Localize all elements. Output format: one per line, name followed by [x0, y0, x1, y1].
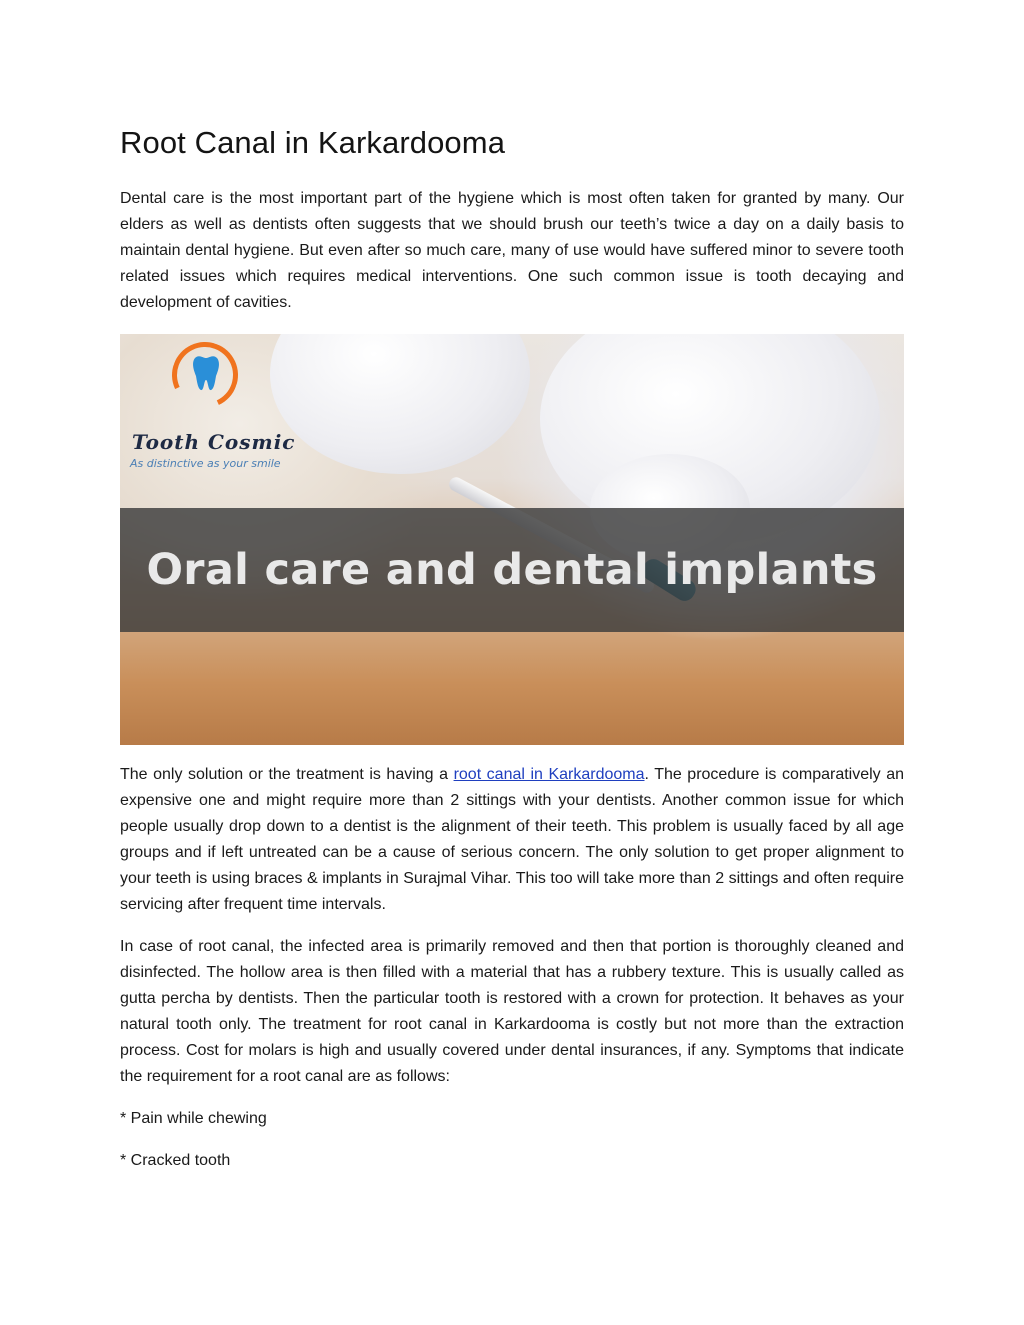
symptom-item: * Cracked tooth	[120, 1152, 231, 1169]
logo-name: Tooth Cosmic	[132, 430, 296, 454]
solution-text-before-link: The only solution or the treatment is having a	[120, 766, 454, 783]
solution-paragraph	[120, 762, 904, 918]
root-canal-link[interactable]: root canal in Karkardooma	[453, 766, 645, 783]
logo-tagline: As distinctive as your smile	[130, 457, 281, 470]
hero-image	[120, 334, 904, 745]
intro-paragraph: Dental care is the most important part of the hygiene which is most often taken for granted by many. Our elders as well as dentists often suggests that we should brush our teeth’s twice a day on a daily basis to maintain dental hygiene. But even after so much care, many of use would have suffered minor to severe tooth related issues which requires medical interventions. One such common issue is tooth decaying and development of cavities.	[120, 190, 904, 311]
tooth-logo-icon	[191, 354, 221, 392]
root-canal-paragraph: In case of root canal, the infected area is primarily removed and then that portion is thoroughly cleaned and disinfected. The hollow area is then filled with a material that has a rubbery texture. This is usually called as gutta percha by dentists. Then the particular tooth is restored with a crown for protection. It behaves as your natural tooth only. The treatment for root canal in Karkardooma is costly but not more than the extraction process. Cost for molars is high and usually covered under dental insurances, if any. Symptoms that indicate the requirement for a root canal are as follows:	[120, 938, 904, 1085]
banner-text: Oral care and dental implants	[146, 545, 878, 595]
glove-left	[270, 334, 530, 474]
solution-text-after-link: . The procedure is comparatively an expensive one and might require more than 2 sittings with your dentists. Another common issue for which people usually drop down to a dentist is the alignment of their teeth. This problem is usually faced by all age groups and if left untreated can be a cause of serious concern. The only solution to get proper alignment to your teeth is using braces & implants in Surajmal Vihar. This too will take more than 2 sittings and often require servicing after frequent time intervals.	[120, 766, 905, 913]
page-title: Root Canal in Karkardooma	[120, 125, 506, 160]
symptom-item: * Pain while chewing	[120, 1110, 267, 1127]
